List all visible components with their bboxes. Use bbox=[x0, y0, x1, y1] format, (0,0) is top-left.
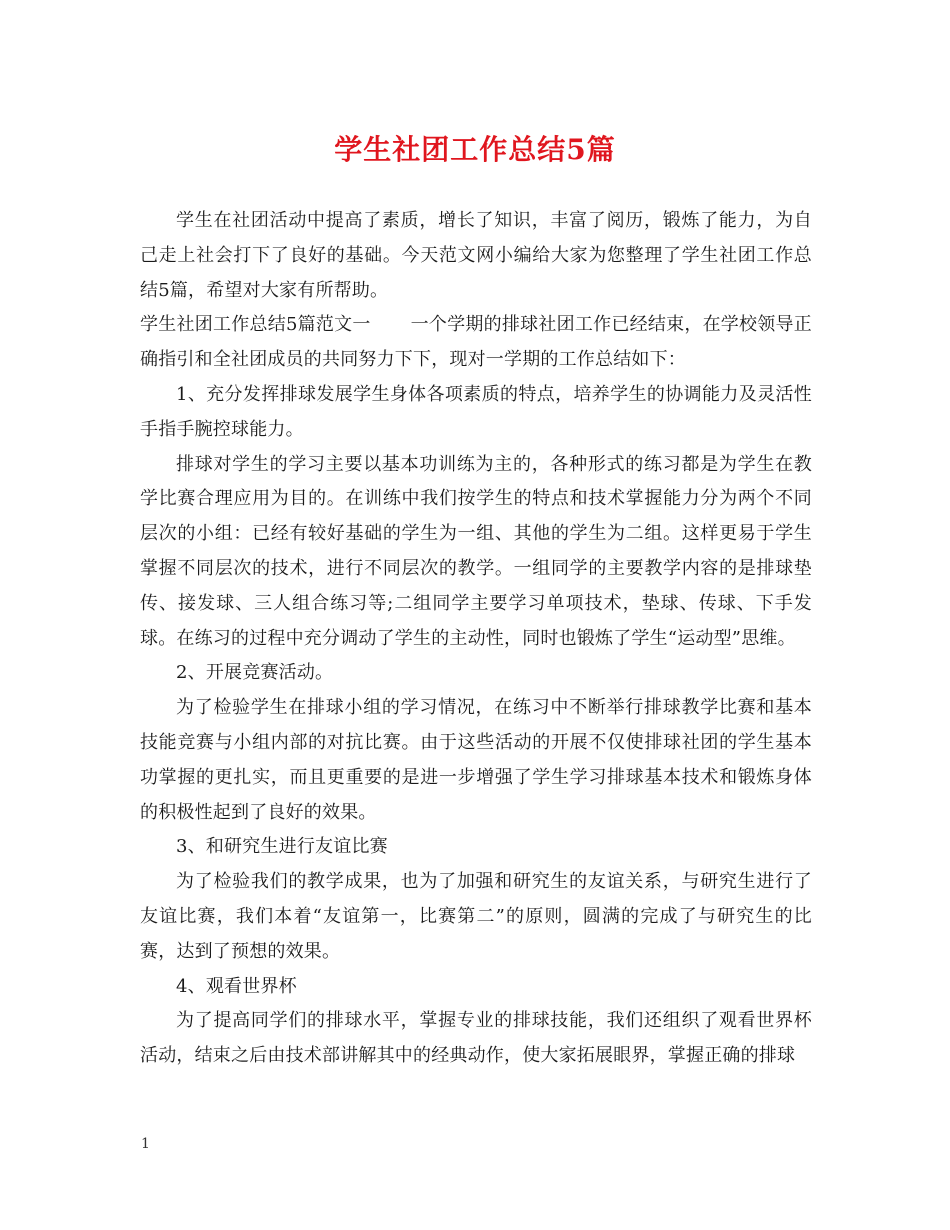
section-first-paragraph bbox=[140, 308, 812, 378]
item-4-heading: 4、观看世界杯 bbox=[176, 975, 297, 997]
item-4-body: 为了提高同学们的排球水平，掌握专业的排球技能，我们还组织了观看世界杯活动，结束之后由技术部讲解其中的经典动作，使大家拓展眼界，掌握正确的排球 bbox=[140, 1010, 812, 1067]
page-number: 1 bbox=[141, 1136, 150, 1152]
item-3-body: 为了检验我们的教学成果，也为了加强和研究生的友谊关系，与研究生进行了友谊比赛，我们本着“友谊第一，比赛第二”的原则，圆满的完成了与研究生的比赛，达到了预想的效果。 bbox=[140, 871, 812, 962]
document-title: 学生社团工作总结5篇 bbox=[334, 133, 616, 166]
section-lead: 一个学期的排球社团工作已经结束，在学校领导正确指引和全社团成员的共同努力下下，现对一学期的工作总结如下： bbox=[140, 314, 812, 371]
section-heading: 学生社团工作总结5篇范文一 bbox=[140, 314, 371, 336]
item-2-body: 为了检验学生在排球小组的学习情况，在练习中不断举行排球教学比赛和基本技能竞赛与小组内部的对抗比赛。由于这些活动的开展不仅使排球社团的学生基本功掌握的更扎实，而且更重要的是进一步增强了学生学习排球基本技术和锻炼身体的积极性起到了良好的效果。 bbox=[140, 697, 812, 823]
intro-paragraph: 学生在社团活动中提高了素质，增长了知识，丰富了阅历，锻炼了能力，为自己走上社会打下了良好的基础。今天范文网小编给大家为您整理了学生社团工作总结5篇，希望对大家有所帮助。 bbox=[140, 210, 812, 301]
item-1-body: 排球对学生的学习主要以基本功训练为主的，各种形式的练习都是为学生在教学比赛合理应用为目的。在训练中我们按学生的特点和技术掌握能力分为两个不同层次的小组：已经有较好基础的学生为一组、其他的学生为二组。这样更易于学生掌握不同层次的技术，进行不同层次的教学。一组同学的主要教学内容的是排球垫传、接发球、三人组合练习等;二组同学主要学习单项技术，垫球、传球、下手发球。在练习的过程中充分调动了学生的主动性，同时也锻炼了学生“运动型”思维。 bbox=[140, 453, 812, 649]
item-1-heading: 1、充分发挥排球发展学生身体各项素质的特点，培养学生的协调能力及灵活性手指手腕控球能力。 bbox=[140, 383, 812, 440]
document-body bbox=[140, 204, 812, 1074]
item-2-heading: 2、开展竞赛活动。 bbox=[176, 662, 334, 684]
item-3-heading: 3、和研究生进行友谊比赛 bbox=[176, 836, 388, 858]
